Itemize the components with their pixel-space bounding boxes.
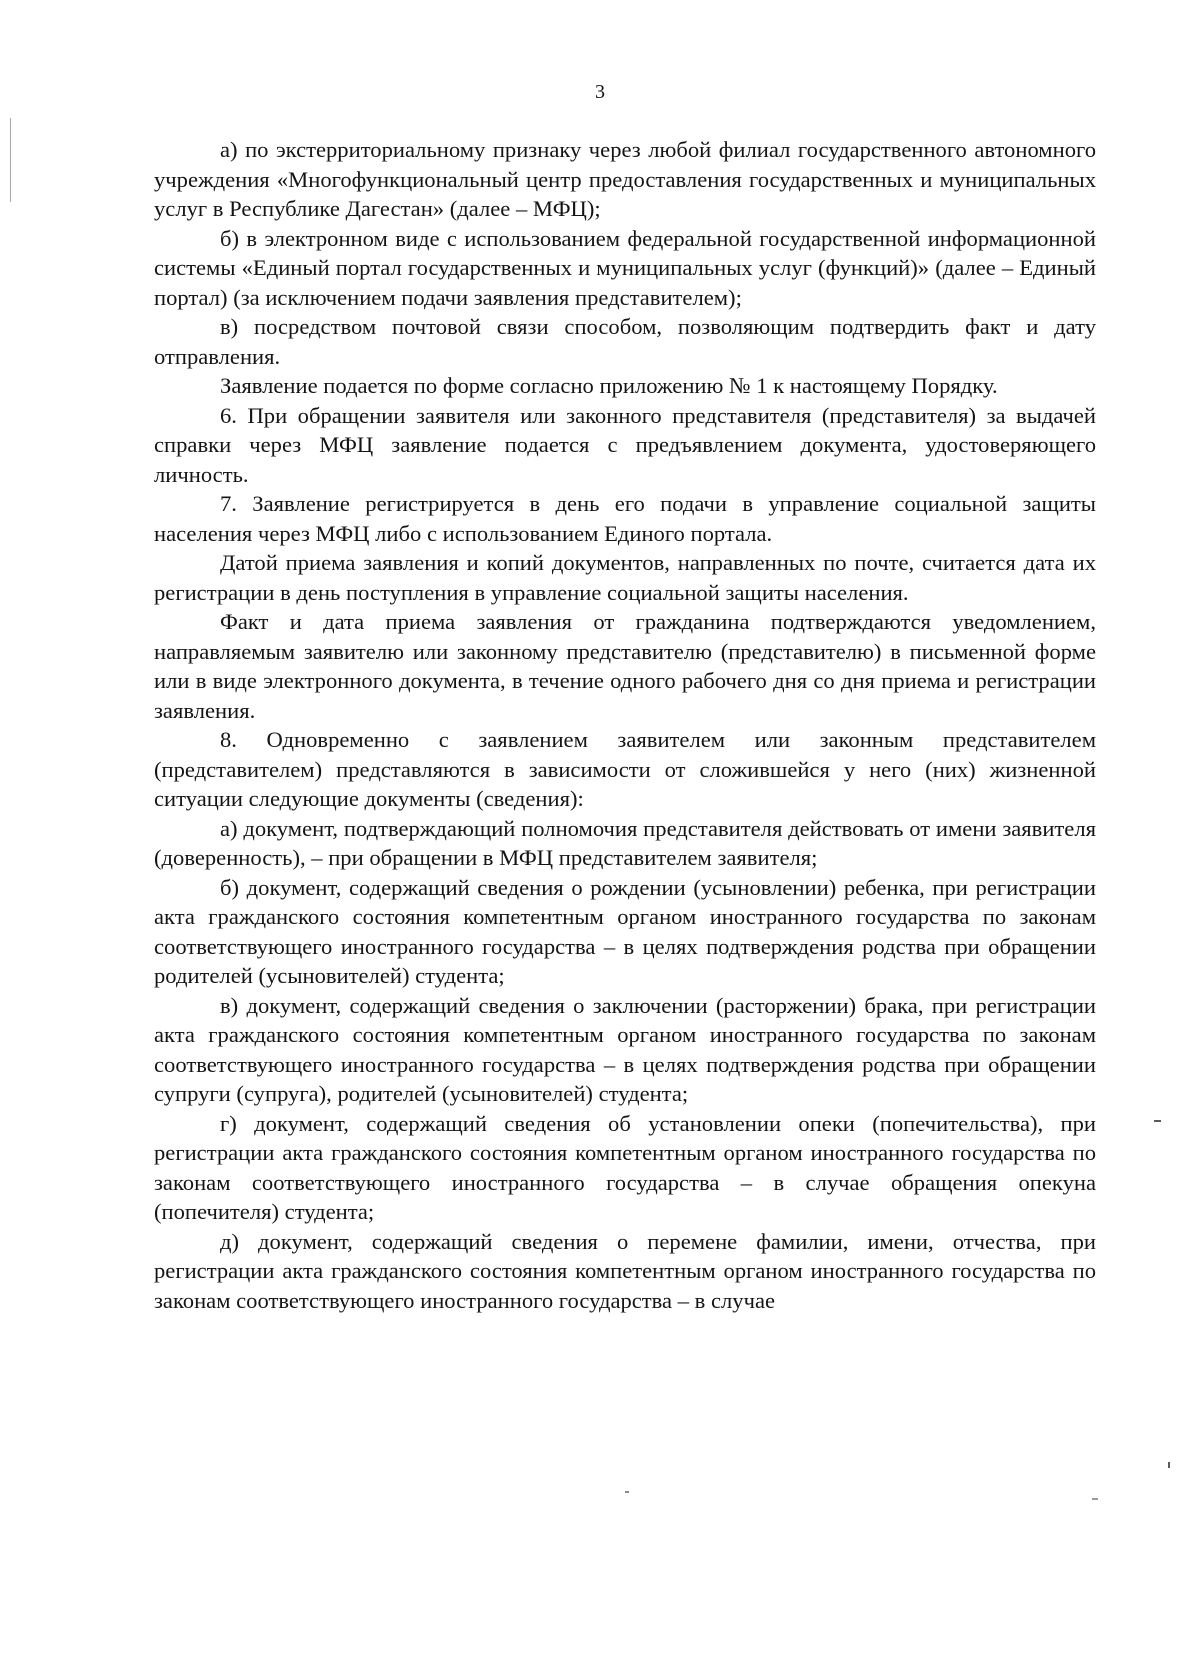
paragraph: б) документ, содержащий сведения о рождении (усыновлении) ребенка, при регистрации акта гражданского состояния компетентным органом иностранного государства по законам соответствующего иностранного государства – в целях подтверждения родства при обращении родителей (усыновителей) студента; xyxy=(154,874,1096,988)
scan-speck xyxy=(1092,1498,1098,1500)
paragraph: б) в электронном виде с использованием федеральной государственной информационной системы «Единый портал государственных и муниципальных услуг (функций)» (далее – Единый портал) (за исключением подачи заявления представителем); xyxy=(154,225,1096,310)
scan-edge-artifact xyxy=(10,118,11,202)
scan-speck xyxy=(1154,1120,1161,1122)
paragraph: Факт и дата приема заявления от гражданина подтверждаются уведомлением, направляемым заявителю или законному представителю (представителю) в письменной форме или в виде электронного документа, в течение одного рабочего дня со дня приема и регистрации заявления. xyxy=(154,609,1096,723)
paragraph: 8. Одновременно с заявлением заявителем или законным представителем (представителем) представляются в зависимости от сложившейся у него (них) жизненной ситуации следующие документы (сведения): xyxy=(154,727,1096,811)
paragraph: а) документ, подтверждающий полномочия представителя действовать от имени заявителя (доверенность), – при обращении в МФЦ представителем заявителя; xyxy=(154,815,1096,870)
paragraph: г) документ, содержащий сведения об установлении опеки (попечительства), при регистрации акта гражданского состояния компетентным органом иностранного государства по законам соответствующего иностранного государства – в случае обращения опекуна (попечителя) студента; xyxy=(154,1110,1096,1224)
paragraph: в) посредством почтовой связи способом, позволяющим подтвердить факт и дату отправления. xyxy=(154,314,1096,369)
paragraph: в) документ, содержащий сведения о заключении (расторжении) брака, при регистрации акта гражданского состояния компетентным органом иностранного государства по законам соответствующего иностранного государства – в целях подтверждения родства при обращении супруги (супруга), родителей (усыновителей) студента; xyxy=(154,992,1096,1106)
paragraph: 6. При обращении заявителя или законного представителя (представителя) за выдачей справки через МФЦ заявление подается с предъявлением документа, удостоверяющего личность. xyxy=(154,402,1096,487)
paragraph: а) по экстерриториальному признаку через любой филиал государственного автономного учреждения «Многофункциональный центр предоставления государственных и муниципальных услуг в Республике Дагестан» (далее – МФЦ); xyxy=(154,137,1096,221)
page-number: 3 xyxy=(595,81,605,103)
paragraph: д) документ, содержащий сведения о перемене фамилии, имени, отчества, при регистрации акта гражданского состояния компетентным органом иностранного государства по законам соответствующего иностранного государства – в случае xyxy=(154,1228,1096,1313)
document-body xyxy=(154,135,1096,1315)
paragraph: Датой приема заявления и копий документов, направленных по почте, считается дата их регистрации в день поступления в управление социальной защиты населения. xyxy=(154,550,1096,605)
scan-speck xyxy=(1168,1462,1170,1468)
scan-speck xyxy=(625,1491,629,1493)
paragraph: Заявление подается по форме согласно приложению № 1 к настоящему Порядку. xyxy=(220,373,998,398)
paragraph: 7. Заявление регистрируется в день его подачи в управление социальной защиты населения через МФЦ либо с использованием Единого портала. xyxy=(154,491,1096,546)
